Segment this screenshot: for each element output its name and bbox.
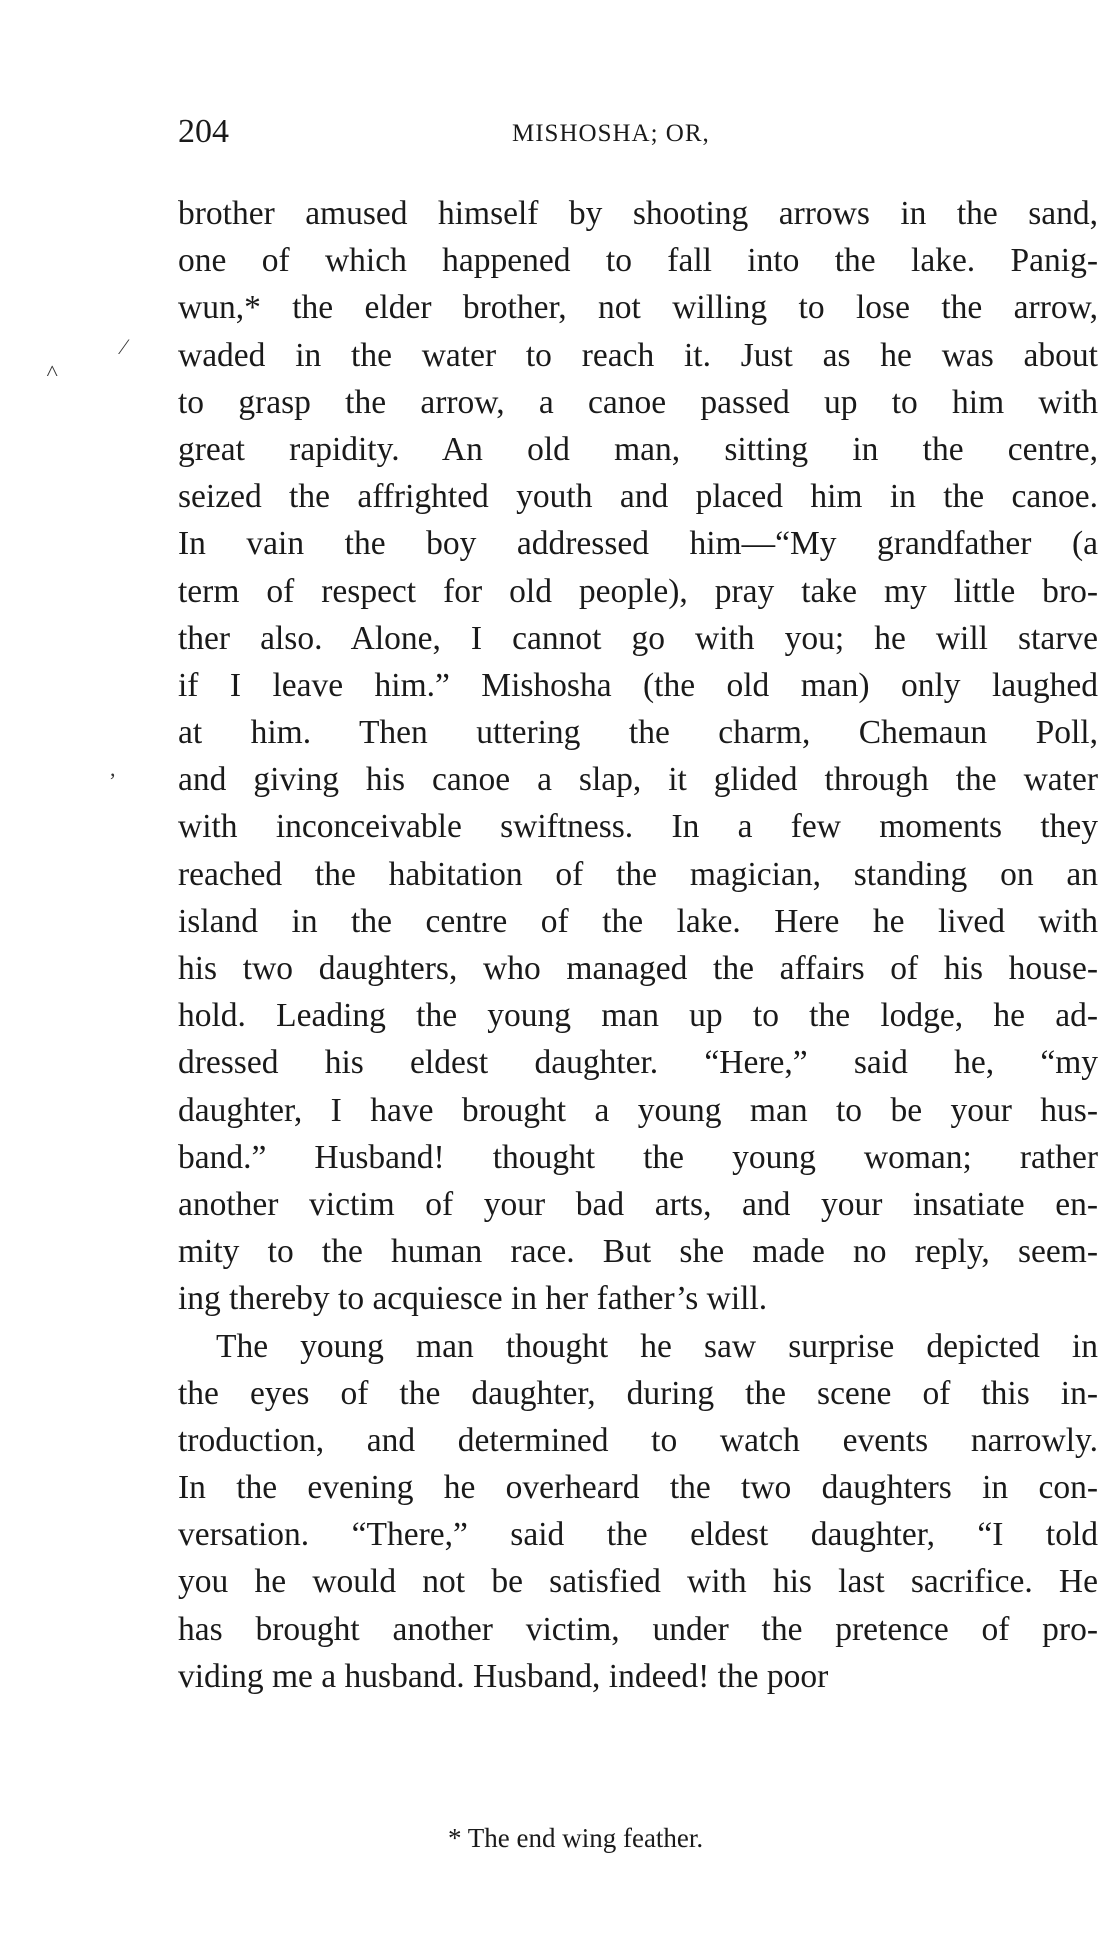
- running-head: [178, 112, 1098, 162]
- text-line: with inconceivable swiftness. In a few moments they: [178, 808, 1098, 846]
- text-line: the eyes of the daughter, during the scene of this in-: [178, 1374, 1098, 1412]
- running-title: MISHOSHA; OR,: [512, 120, 710, 147]
- text-line: reached the habitation of the magician, standing on an: [178, 855, 1098, 893]
- text-line: if I leave him.” Mishosha (the old man) only laughed: [178, 666, 1098, 704]
- text-line: ther also. Alone, I cannot go with you; he will starve: [178, 619, 1098, 657]
- text-line: viding me a husband. Husband, indeed! the poor: [178, 1657, 829, 1695]
- text-line: island in the centre of the lake. Here he lived with: [178, 902, 1098, 940]
- text-line: one of which happened to fall into the lake. Panig-: [178, 242, 1098, 280]
- text-line: daughter, I have brought a young man to be your hus-: [178, 1091, 1098, 1129]
- text-line: troduction, and determined to watch events narrowly.: [178, 1421, 1098, 1459]
- text-line: mity to the human race. But she made no reply, seem-: [178, 1233, 1098, 1271]
- text-line: great rapidity. An old man, sitting in the centre,: [178, 430, 1098, 468]
- body-text: [178, 190, 1098, 1700]
- page-number: 204: [178, 113, 229, 150]
- paragraph: [178, 1323, 1098, 1701]
- text-line: at him. Then uttering the charm, Chemaun Poll,: [178, 714, 1098, 752]
- margin-mark: ,: [110, 756, 116, 781]
- paragraph: [178, 190, 1098, 1323]
- text-line: The young man thought he saw surprise depicted in: [216, 1327, 1098, 1365]
- text-line: brother amused himself by shooting arrows in the sand,: [178, 195, 1098, 232]
- text-line: waded in the water to reach it. Just as he was about: [178, 336, 1098, 374]
- text-line: hold. Leading the young man up to the lodge, he ad-: [178, 997, 1098, 1035]
- text-line: wun,* the elder brother, not willing to lose the arrow,: [178, 289, 1098, 327]
- text-line: another victim of your bad arts, and your insatiate en-: [178, 1185, 1098, 1223]
- text-line: and giving his canoe a slap, it glided through the water: [178, 761, 1098, 799]
- text-line: ing thereby to acquiesce in her father’s will.: [178, 1280, 768, 1318]
- text-line: In the evening he overheard the two daughters in con-: [178, 1469, 1098, 1507]
- text-line: versation. “There,” said the eldest daughter, “I told: [178, 1516, 1098, 1554]
- text-line: his two daughters, who managed the affairs of his house-: [178, 950, 1098, 987]
- text-line: has brought another victim, under the pretence of pro-: [178, 1610, 1098, 1648]
- text-line: seized the affrighted youth and placed him in the canoe.: [178, 478, 1098, 516]
- text-line: term of respect for old people), pray take my little bro-: [178, 572, 1098, 610]
- text-line: to grasp the arrow, a canoe passed up to him with: [178, 383, 1098, 421]
- footnote: * The end wing feather.: [448, 1823, 704, 1853]
- text-line: dressed his eldest daughter. “Here,” said he, “my: [178, 1044, 1098, 1082]
- margin-mark: ⁄: [122, 334, 126, 359]
- text-line: In vain the boy addressed him—“My grandfather (a: [178, 525, 1098, 563]
- text-line: band.” Husband! thought the young woman; rather: [178, 1138, 1098, 1176]
- margin-mark: ˄: [46, 358, 59, 383]
- text-line: you he would not be satisfied with his last sacrifice. He: [178, 1563, 1098, 1601]
